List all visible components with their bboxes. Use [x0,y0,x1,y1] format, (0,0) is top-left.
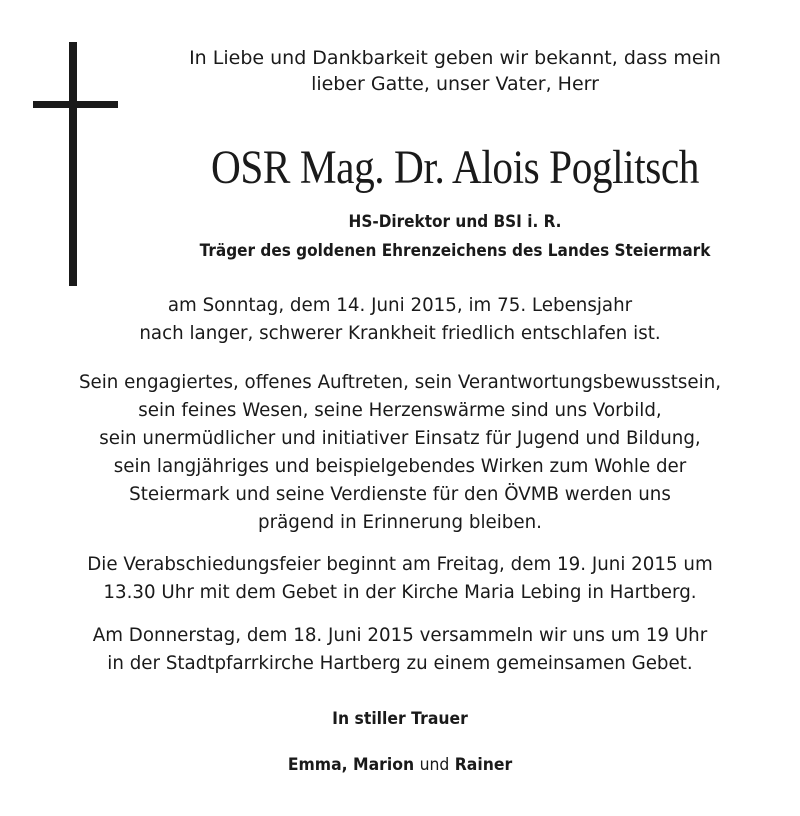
mourner-name-2: Rainer [454,755,513,775]
mourner-names-1: Emma, Marion [287,755,415,775]
tribute-line: Steiermark und seine Verdienste für den ÖVMB werden uns [129,483,671,505]
mourning-heading: In stiller Trauer [332,709,468,729]
deceased-title-1: HS-Direktor und BSI i. R. [348,212,562,232]
deceased-name: OSR Mag. Dr. Alois Poglitsch [211,141,699,194]
farewell-line-1: Die Verabschiedungsfeier beginnt am Freitag, dem 19. Juni 2015 um [87,553,713,575]
tribute-line: prägend in Erinnerung bleiben. [258,511,542,533]
tribute-line: sein unermüdlicher und initiativer Einsatz für Jugend und Bildung, [99,427,701,449]
deceased-title-2: Träger des goldenen Ehrenzeichens des Landes Steiermark [199,241,711,261]
farewell-line-2: 13.30 Uhr mit dem Gebet in der Kirche Maria Lebing in Hartberg. [103,581,697,603]
death-line-2: nach langer, schwerer Krankheit friedlich entschlafen ist. [139,322,661,344]
cross-icon-crossbar [33,101,118,108]
prayer-line-1: Am Donnerstag, dem 18. Juni 2015 versammeln wir uns um 19 Uhr [92,624,708,646]
mourners [32,752,768,778]
intro-line-1: In Liebe und Dankbarkeit geben wir bekannt, dass mein [189,47,721,69]
intro-line-2: lieber Gatte, unser Vater, Herr [311,73,599,95]
death-line-1: am Sonntag, dem 14. Juni 2015, im 75. Lebensjahr [167,294,633,316]
prayer-line-2: in der Stadtpfarrkirche Hartberg zu einem gemeinsamen Gebet. [107,652,693,674]
cross-icon [69,42,77,286]
tribute-line: Sein engagiertes, offenes Auftreten, sein Verantwortungsbewusstsein, [78,371,722,393]
tribute-line: sein langjähriges und beispielgebendes Wirken zum Wohle der [113,455,687,477]
tribute-line: sein feines Wesen, seine Herzenswärme sind uns Vorbild, [138,399,662,421]
mourner-conjunction: und [419,755,450,775]
